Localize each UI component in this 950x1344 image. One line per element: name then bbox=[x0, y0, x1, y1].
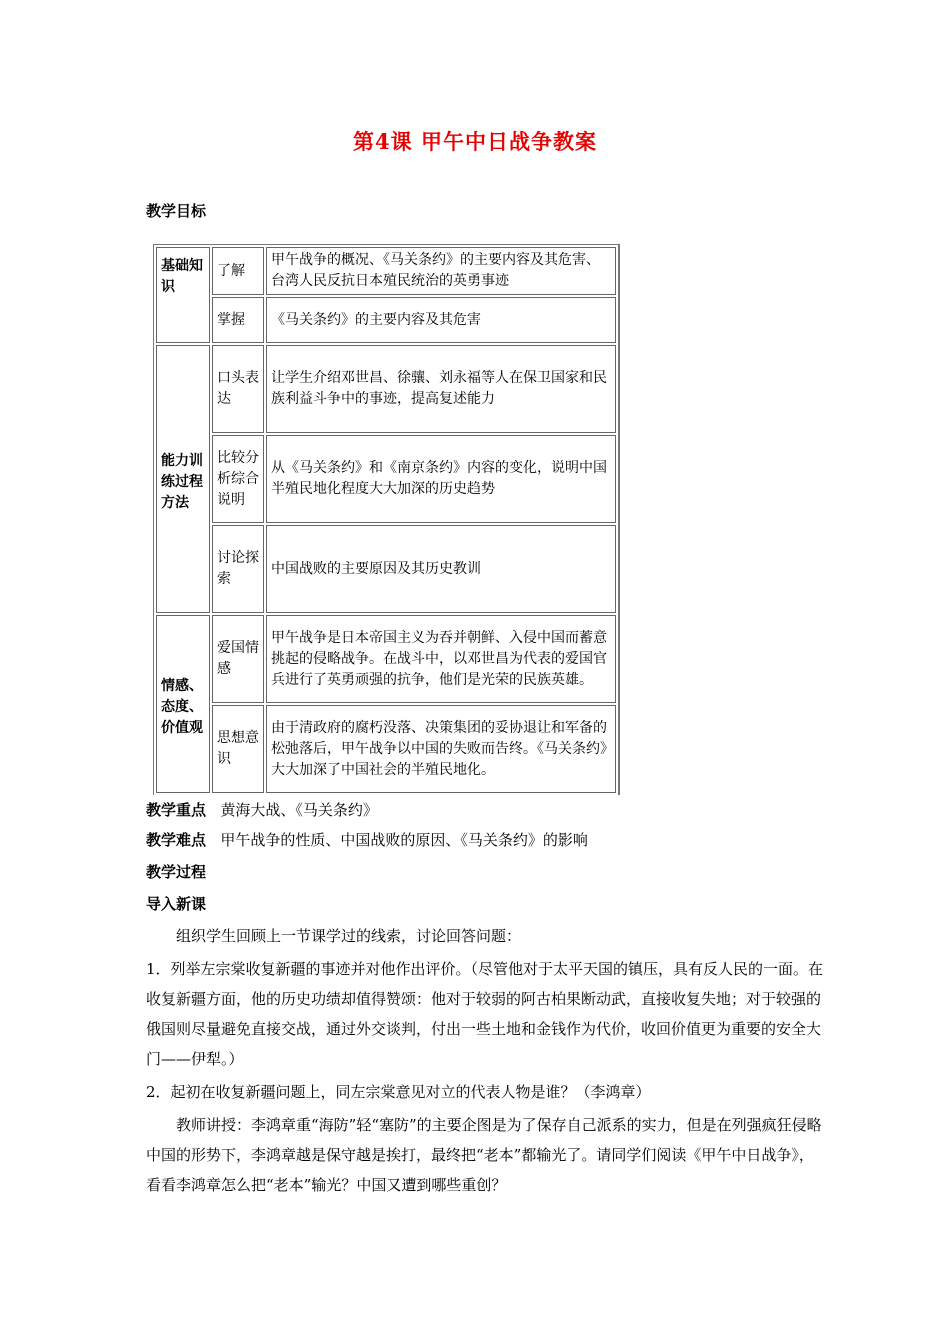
table-row bbox=[156, 615, 616, 703]
paragraph: 组织学生回顾上一节课学过的线索，讨论回答问题： bbox=[176, 927, 522, 945]
sub-cell: 思想意识 bbox=[212, 705, 264, 793]
desc-cell: 从《马关条约》和《南京条约》内容的变化，说明中国半殖民地化程度大大加深的历史趋势 bbox=[266, 435, 616, 523]
table-row bbox=[156, 297, 616, 343]
difficulties-label: 教学难点 bbox=[146, 831, 207, 849]
table-row bbox=[156, 525, 616, 613]
sub-cell: 爱国情感 bbox=[212, 615, 264, 703]
sub-cell: 讨论探索 bbox=[212, 525, 264, 613]
table-row bbox=[156, 435, 616, 523]
goals-table bbox=[153, 244, 620, 795]
desc-cell: 让学生介绍邓世昌、徐骧、刘永福等人在保卫国家和民族利益斗争中的事迹，提高复述能力 bbox=[266, 345, 616, 433]
desc-cell: 中国战败的主要原因及其历史教训 bbox=[266, 525, 616, 613]
sub-cell: 比较分析综合说明 bbox=[212, 435, 264, 523]
sub-cell: 掌握 bbox=[212, 297, 264, 343]
paragraph: 1．列举左宗棠收复新疆的事迹并对他作出评价。（尽管他对于太平天国的镇压，具有反人民的一面。在收复新疆方面，他的历史功绩却值得赞颂：他对于较弱的阿古柏果断动武，直接收复失地；对于较强的俄国则尽量避免直接交战，通过外交谈判，付出一些土地和金钱作为代价，收回价值更为重要的安全大门——伊犁。） bbox=[146, 960, 824, 1068]
goals-heading: 教学目标 bbox=[146, 202, 207, 220]
category-cell: 基础知识 bbox=[156, 247, 210, 343]
table-row bbox=[156, 345, 616, 433]
desc-cell: 甲午战争是日本帝国主义为吞并朝鲜、入侵中国而蓄意挑起的侵略战争。在战斗中，以邓世昌为代表的爱国官兵进行了英勇顽强的抗争，他们是光荣的民族英雄。 bbox=[266, 615, 616, 703]
desc-cell: 《马关条约》的主要内容及其危害 bbox=[266, 297, 616, 343]
process-heading: 教学过程 bbox=[146, 863, 207, 881]
sub-cell: 了解 bbox=[212, 247, 264, 295]
category-cell: 情感、态度、价值观 bbox=[156, 615, 210, 793]
desc-cell: 甲午战争的概况、《马关条约》的主要内容及其危害、台湾人民反抗日本殖民统治的英勇事迹 bbox=[266, 247, 616, 295]
desc-cell: 由于清政府的腐朽没落、决策集团的妥协退让和军备的松弛落后，甲午战争以中国的失败而告终。《马关条约》大大加深了中国社会的半殖民地化。 bbox=[266, 705, 616, 793]
key-points-text: 黄海大战、《马关条约》 bbox=[220, 801, 378, 819]
paragraph: 教师讲授：李鸿章重“海防”轻“塞防”的主要企图是为了保存自己派系的实力，但是在列强疯狂侵略中国的形势下，李鸿章越是保守越是挨打，最终把“老本”都输光了。请同学们阅读《甲午中日战争》，看看李鸿章怎么把“老本”输光？中国又遭到哪些重创？ bbox=[146, 1116, 822, 1194]
sub-cell: 口头表达 bbox=[212, 345, 264, 433]
key-points-label: 教学重点 bbox=[146, 801, 207, 819]
key-points bbox=[146, 796, 826, 824]
category-cell: 能力训练过程方法 bbox=[156, 345, 210, 613]
table-row bbox=[156, 705, 616, 793]
intro-heading: 导入新课 bbox=[146, 895, 207, 913]
page-title: 第4课 甲午中日战争教案 bbox=[353, 129, 597, 154]
difficulties-text: 甲午战争的性质、中国战败的原因、《马关条约》的影响 bbox=[220, 831, 588, 849]
difficulties bbox=[146, 826, 826, 854]
table-row bbox=[156, 247, 616, 295]
paragraph: 2．起初在收复新疆问题上，同左宗棠意见对立的代表人物是谁？（李鸿章） bbox=[146, 1083, 651, 1101]
